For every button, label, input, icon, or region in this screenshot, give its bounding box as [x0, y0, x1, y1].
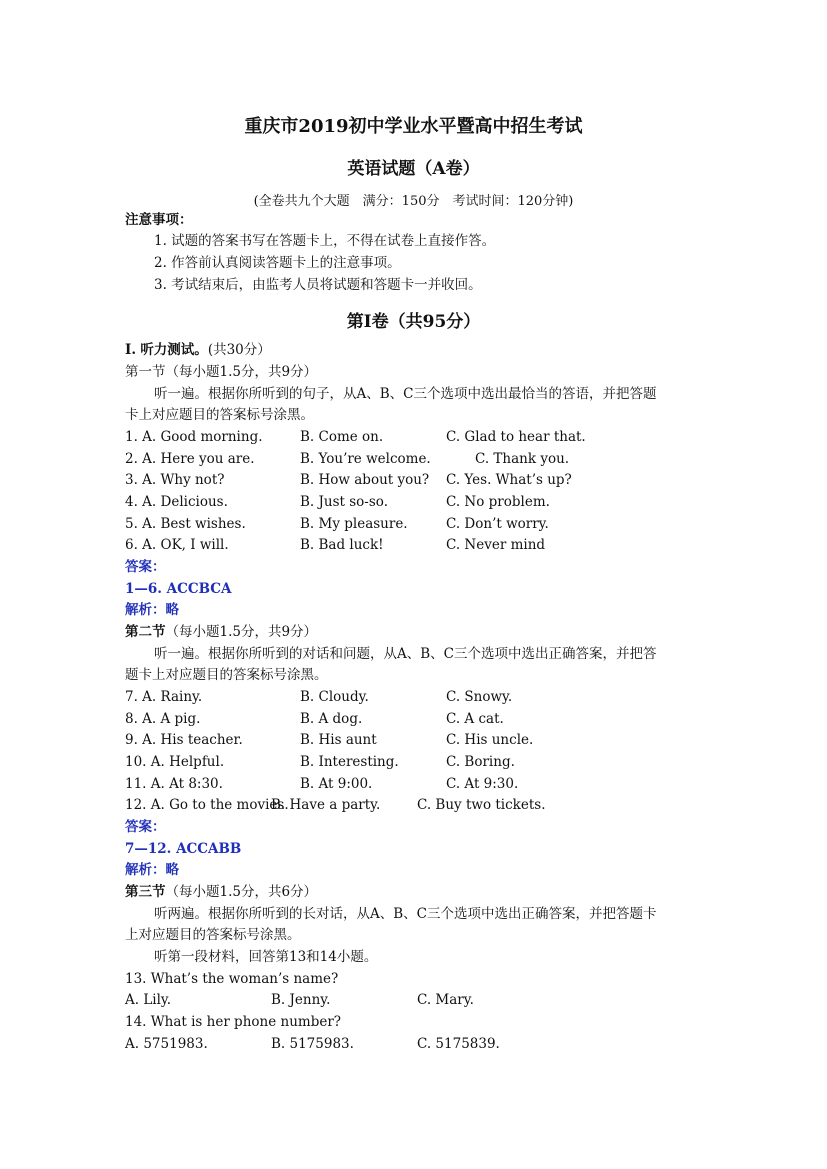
analysis-label: 解析：略: [125, 862, 179, 878]
sec2-title-bold: 第二节: [125, 624, 166, 640]
sec1-title: 第一节（每小题1.5分，共9分）: [125, 364, 318, 380]
sec2-title-rest: （每小题1.5分，共9分）: [165, 624, 318, 640]
question-option-a: 3. A. Why not?: [125, 472, 225, 488]
sec3-instruction: 上对应题目的答案标号涂黑。: [125, 927, 301, 943]
question-option-a: 5. A. Best wishes.: [125, 516, 246, 532]
question-option-b: B. At 9:00.: [300, 776, 373, 792]
note-item: 2. 作答前认真阅读答题卡上的注意事项。: [154, 255, 401, 271]
question-option-c: C. His uncle.: [446, 732, 534, 748]
question-option-a: 12. A. Go to the movies.: [125, 797, 289, 813]
part1-heading: [125, 341, 271, 359]
question-option-c: C. Mary.: [417, 992, 474, 1008]
sec2-instruction: 题卡上对应题目的答案标号涂黑。: [125, 667, 328, 683]
question-stem: 13. What’s the woman’s name?: [125, 971, 339, 987]
question-option-b: B. Interesting.: [300, 754, 399, 770]
question-option-c: C. Never mind: [446, 537, 546, 553]
question-option-a: 1. A. Good morning.: [125, 429, 263, 445]
question-option-a: 9. A. His teacher.: [125, 732, 243, 748]
question-option-b: B. Bad luck!: [300, 537, 384, 553]
question-option-c: C. A cat.: [446, 711, 504, 727]
question-option-c: C. Snowy.: [446, 689, 513, 705]
question-option-a: 8. A. A pig.: [125, 711, 201, 727]
question-option-a: 11. A. At 8:30.: [125, 776, 223, 792]
question-option-b: B. Jenny.: [271, 992, 331, 1008]
question-option-b: B. You’re welcome.: [300, 451, 431, 467]
question-option-c: C. Buy two tickets.: [417, 797, 546, 813]
answer-label: 答案：: [125, 819, 166, 835]
question-option-c: C. Thank you.: [475, 451, 570, 467]
sec1-instruction: 听一遍。根据你所听到的句子，从A、B、C三个选项中选出最恰当的答语，并把答题: [154, 386, 657, 402]
question-option-b: B. Come on.: [300, 429, 384, 445]
question-option-a: A. Lily.: [125, 992, 172, 1008]
notes-heading: 注意事项：: [125, 212, 193, 228]
question-option-b: B. Cloudy.: [300, 689, 369, 705]
question-option-c: C. Don’t worry.: [446, 516, 549, 532]
question-option-c: C. At 9:30.: [446, 776, 519, 792]
sec2-title: [125, 623, 317, 641]
question-option-b: B. My pleasure.: [300, 516, 408, 532]
answer-key: 1—6. ACCBCA: [125, 581, 232, 597]
part1-heading-bold: 听力测试。: [140, 342, 208, 358]
exam-info: (全卷共九个大题 满分：150分 考试时间：120分钟): [253, 194, 574, 209]
part1-number: I.: [125, 342, 137, 358]
sec2-instruction: 听一遍。根据你所听到的对话和问题，从A、B、C三个选项中选出正确答案，并把答: [154, 646, 657, 662]
sec3-title: [125, 883, 317, 901]
question-option-a: A. 5751983.: [125, 1036, 208, 1052]
volume-title: 第I卷（共95分）: [346, 312, 481, 332]
question-option-a: 2. A. Here you are.: [125, 451, 255, 467]
sec1-instruction: 卡上对应题目的答案标号涂黑。: [125, 407, 314, 423]
question-option-b: B. His aunt: [300, 732, 377, 748]
exam-subtitle: 英语试题（A卷）: [347, 159, 480, 179]
question-option-b: B. How about you?: [300, 472, 430, 488]
sec3-title-rest: （每小题1.5分，共6分）: [165, 884, 318, 900]
note-item: 3. 考试结束后，由监考人员将试题和答题卡一并收回。: [154, 277, 482, 293]
question-option-a: 7. A. Rainy.: [125, 689, 203, 705]
sec3-instruction: 听两遍。根据你所听到的长对话，从A、B、C三个选项中选出正确答案，并把答题卡: [154, 906, 657, 922]
question-option-a: 10. A. Helpful.: [125, 754, 225, 770]
question-option-b: B. Just so-so.: [300, 494, 388, 510]
question-option-b: B. A dog.: [300, 711, 363, 727]
question-option-b: B. Have a party.: [271, 797, 381, 813]
question-option-a: 4. A. Delicious.: [125, 494, 228, 510]
question-option-c: C. Yes. What’s up?: [446, 472, 572, 488]
part1-heading-rest: (共30分）: [207, 342, 271, 358]
question-stem: 14. What is her phone number?: [125, 1014, 342, 1030]
question-option-c: C. 5175839.: [417, 1036, 500, 1052]
question-option-b: B. 5175983.: [271, 1036, 354, 1052]
question-option-c: C. Boring.: [446, 754, 515, 770]
question-option-c: C. No problem.: [446, 494, 550, 510]
question-option-a: 6. A. OK, I will.: [125, 537, 229, 553]
question-option-c: C. Glad to hear that.: [446, 429, 586, 445]
answer-label: 答案：: [125, 559, 166, 575]
answer-key: 7—12. ACCABB: [125, 841, 242, 857]
sec3-title-bold: 第三节: [125, 884, 166, 900]
sec3-instruction: 听第一段材料，回答第13和14小题。: [154, 949, 378, 965]
analysis-label: 解析：略: [125, 602, 179, 618]
exam-title: 重庆市2019初中学业水平暨高中招生考试: [244, 116, 583, 137]
note-item: 1. 试题的答案书写在答题卡上，不得在试卷上直接作答。: [154, 233, 496, 249]
